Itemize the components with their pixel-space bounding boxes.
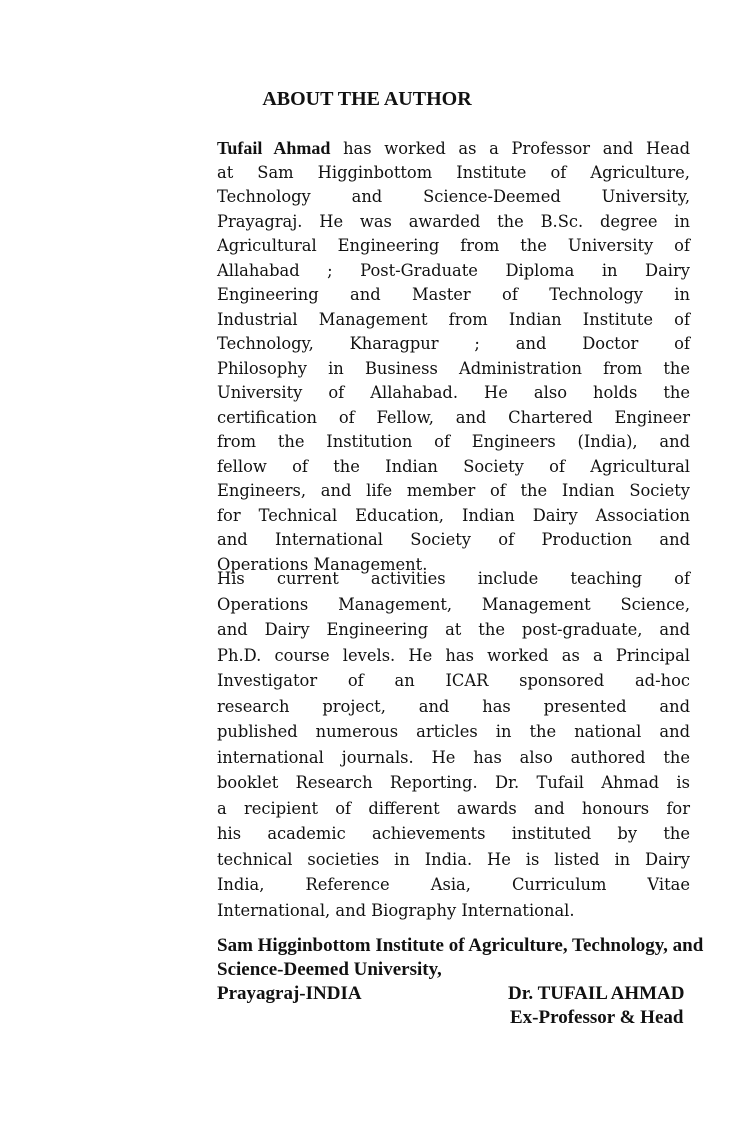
text-line: Prayagraj. He was awarded the B.Sc. degree in xyxy=(217,211,690,231)
author-name: Dr. TUFAIL AHMAD xyxy=(508,983,685,1004)
author-name-bold: Tufail Ahmad xyxy=(217,138,331,158)
paragraph-1 xyxy=(217,136,690,577)
text-line: from the Institution of Engineers (India), and xyxy=(217,432,690,451)
institution-line: Science-Deemed University, xyxy=(217,959,442,980)
page-title: ABOUT THE AUTHOR xyxy=(262,88,472,110)
text-line: and Dairy Engineering at the post-graduate, and xyxy=(217,620,690,639)
text-line: Engineers, and life member of the Indian Society xyxy=(217,481,690,500)
text-line: for Technical Education, Indian Dairy Association xyxy=(217,505,690,525)
text-line: Ph.D. course levels. He has worked as a Principal xyxy=(217,645,690,665)
text-line: international journals. He has also authored the xyxy=(217,747,690,767)
text-line: Operations Management. xyxy=(217,554,428,574)
text-line: booklet Research Reporting. Dr. Tufail Ahmad is xyxy=(217,773,690,792)
text-line: His current activities include teaching of xyxy=(217,569,690,588)
author-signature-block xyxy=(508,982,684,1030)
text-line: his academic achievements instituted by the xyxy=(217,824,690,843)
text-line: research project, and has presented and xyxy=(217,696,690,716)
text-line: International, and Biography International. xyxy=(217,900,575,920)
text-line: fellow of the Indian Society of Agricultural xyxy=(217,456,690,476)
text-line: published numerous articles in the national and xyxy=(217,722,690,741)
text-line: certification of Fellow, and Chartered Engineer xyxy=(217,407,690,427)
text-line: Philosophy in Business Administration from the xyxy=(217,358,690,378)
text-line: technical societies in India. He is listed in Dairy xyxy=(217,849,690,869)
text-line: Operations Management, Management Science, xyxy=(217,594,690,614)
text-line xyxy=(217,136,690,161)
text-line-rest: has worked as a Professor and Head xyxy=(330,139,690,158)
institution-line: Prayagraj-INDIA xyxy=(217,983,362,1004)
text-line: Technology and Science-Deemed University, xyxy=(217,187,690,206)
author-title: Ex-Professor & Head xyxy=(510,1007,684,1028)
text-line: and International Society of Production and xyxy=(217,530,690,549)
text-line: Engineering and Master of Technology in xyxy=(217,285,690,304)
institution-line: Sam Higginbottom Institute of Agriculture, Technology, and xyxy=(217,935,704,956)
text-line: a recipient of different awards and honours for xyxy=(217,798,690,818)
text-line: Industrial Management from Indian Institute of xyxy=(217,309,690,329)
text-line: India, Reference Asia, Curriculum Vitae xyxy=(217,875,690,894)
text-line: Agricultural Engineering from the University of xyxy=(217,236,690,255)
text-line: Investigator of an ICAR sponsored ad-hoc xyxy=(217,671,690,690)
text-line: at Sam Higginbottom Institute of Agriculture, xyxy=(217,162,690,182)
text-line: Allahabad ; Post-Graduate Diploma in Dairy xyxy=(217,260,690,280)
paragraph-2 xyxy=(217,566,690,923)
text-line: University of Allahabad. He also holds the xyxy=(217,383,690,402)
text-line: Technology, Kharagpur ; and Doctor of xyxy=(217,334,690,353)
